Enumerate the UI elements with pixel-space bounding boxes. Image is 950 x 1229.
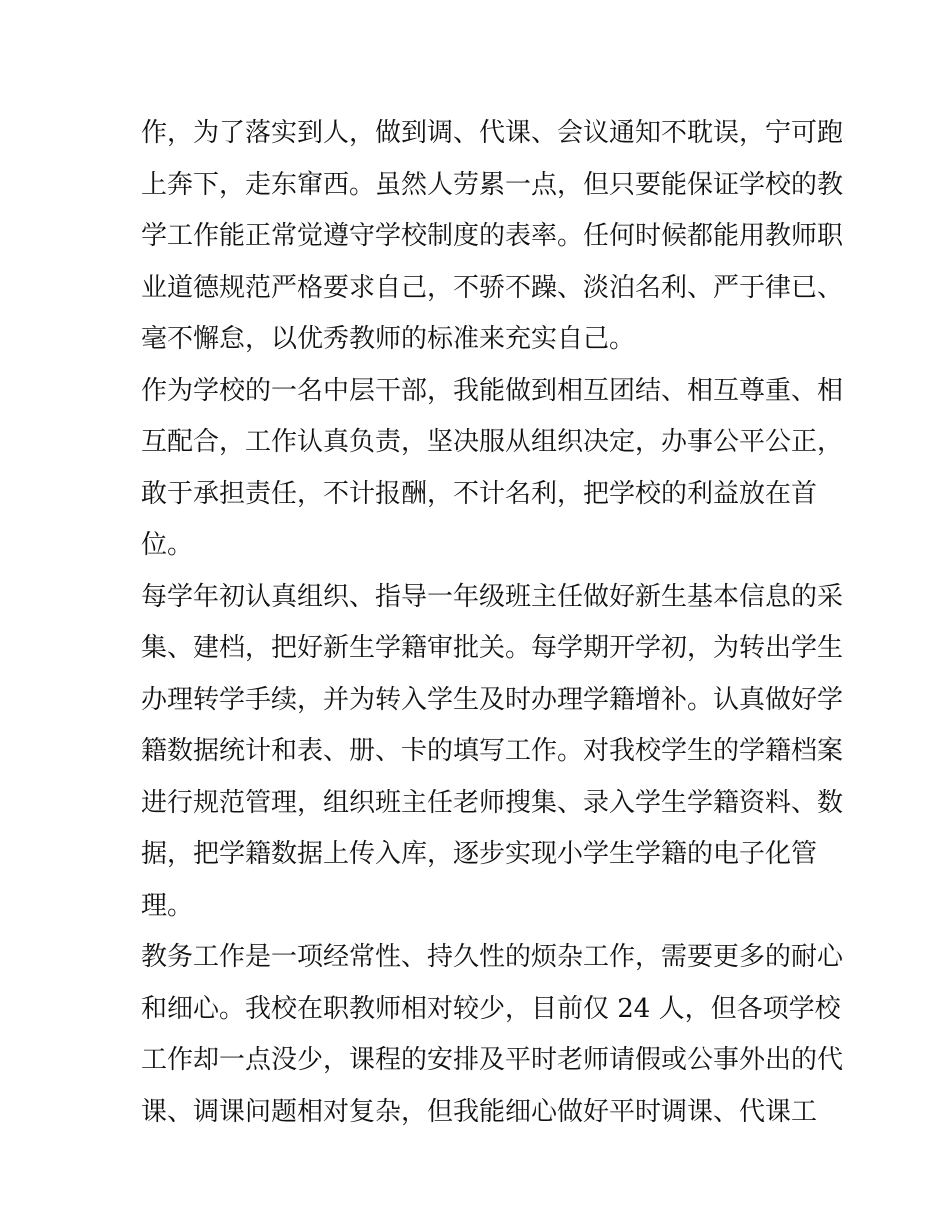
text-line: 业道德规范严格要求自己，不骄不躁、淡泊名利、严于律已、: [141, 272, 844, 303]
text-line: 作为学校的一名中层干部，我能做到相互团结、相互尊重、相: [141, 375, 844, 406]
text-line: 上奔下，走东窜西。虽然人劳累一点，但只要能保证学校的教: [141, 169, 844, 200]
text-line: 学工作能正常觉遵守学校制度的表率。任何时候都能用教师职: [141, 221, 844, 251]
text-line: 办理转学手续，并为转入学生及时办理学籍增补。认真做好学: [141, 684, 844, 715]
text-line: 工作却一点没少，课程的安排及平时老师请假或公事外出的代: [141, 1045, 844, 1075]
text-line: 据，把学籍数据上传入库，逐步实现小学生学籍的电子化管: [141, 839, 818, 869]
text-line: 毫不懈怠，以优秀教师的标准来充实自己。: [141, 324, 636, 354]
text-line: 每学年初认真组织、指导一年级班主任做好新生基本信息的采: [141, 581, 844, 612]
body-text: [141, 108, 844, 1138]
text-line: 作，为了落实到人，做到调、代课、会议通知不耽误，宁可跑: [141, 118, 844, 148]
text-line: 理。: [141, 890, 194, 921]
text-line: 集、建档，把好新生学籍审批关。每学期开学初，为转出学生: [141, 633, 844, 663]
text-line: 课、调课问题相对复杂，但我能细心做好平时调课、代课工: [141, 1096, 818, 1127]
text-line: 籍数据统计和表、册、卡的填写工作。对我校学生的学籍档案: [141, 736, 844, 766]
text-line: 教务工作是一项经常性、持久性的烦杂工作，需要更多的耐心: [141, 942, 844, 972]
text-line: 和细心。我校在职教师相对较少，目前仅 24 人，但各项学校: [141, 993, 841, 1024]
text-line: 进行规范管理，组织班主任老师搜集、录入学生学籍资料、数: [141, 787, 844, 818]
text-line: 位。: [141, 530, 194, 560]
text-line: 互配合，工作认真负责，坚决服从组织决定，办事公平公正，: [141, 427, 844, 457]
text-line: 敢于承担责任，不计报酬，不计名利，把学校的利益放在首: [141, 478, 818, 509]
